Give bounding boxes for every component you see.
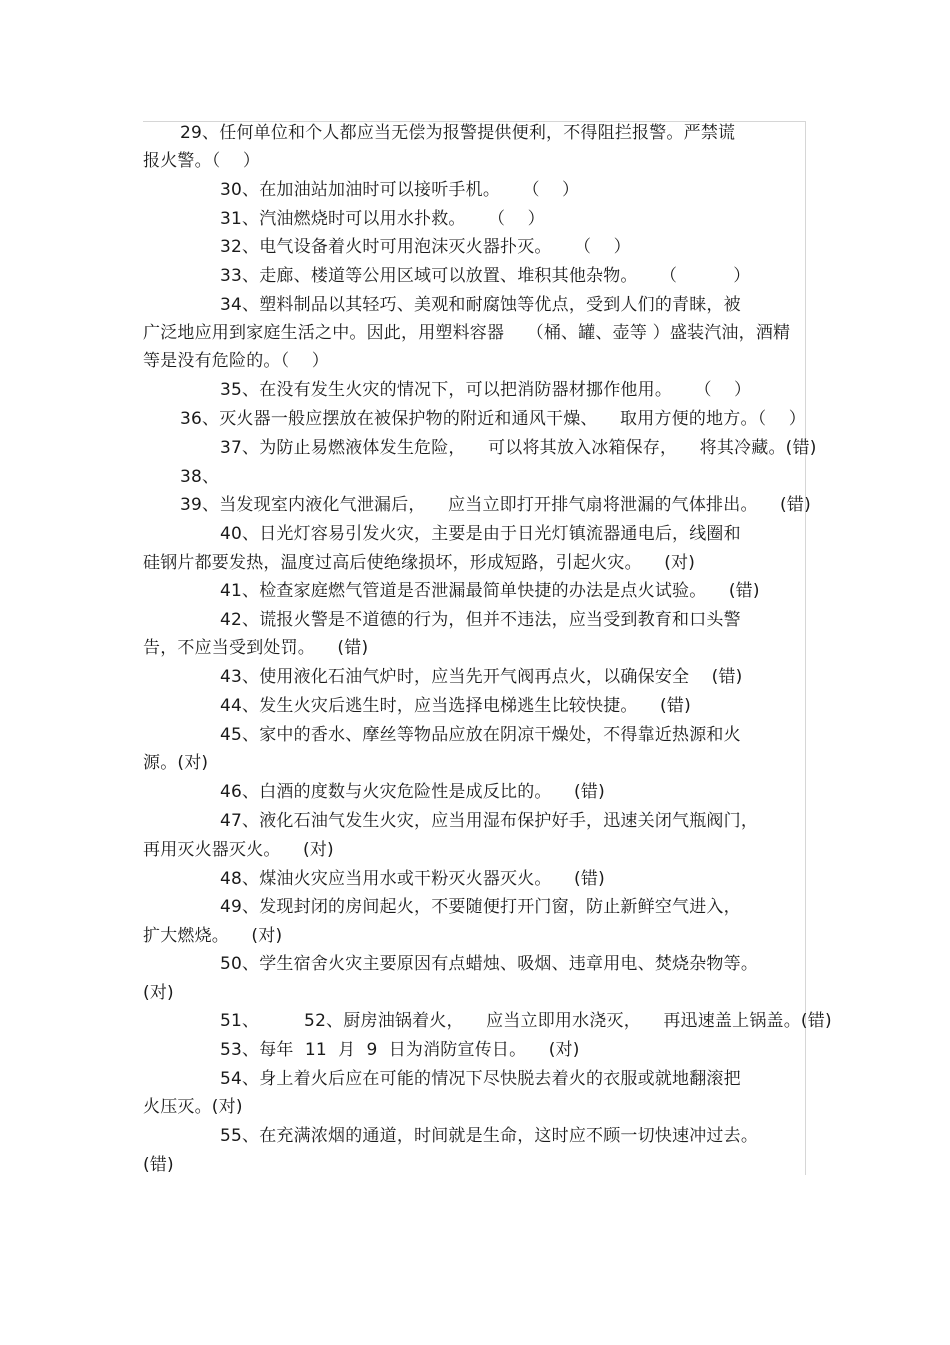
question-42-cont: 告，不应当受到处罚。 (错): [143, 638, 369, 658]
question-49: 49、发现封闭的房间起火，不要随便打开门窗，防止新鲜空气进入，: [220, 897, 741, 917]
question-36: 36、灭火器一般应摆放在被保护物的附近和通风干燥、 取用方便的地方。（ ）: [180, 409, 806, 429]
question-50: 50、学生宿舍火灾主要原因有点蜡烛、吸烟、违章用电、焚烧杂物等。: [220, 954, 759, 974]
question-47: 47、液化石油气发生火灾，应当用湿布保护好手，迅速关闭气瓶阀门，: [220, 811, 759, 831]
question-54-cont: 火压灭。(对): [143, 1097, 243, 1117]
question-45: 45、家中的香水、摩丝等物品应放在阴凉干燥处，不得靠近热源和火: [220, 725, 741, 745]
question-32: 32、电气设备着火时可用泡沫灭火器扑灭。 （ ）: [220, 237, 631, 257]
question-34-cont2: 等是没有危险的。（ ）: [143, 351, 329, 371]
question-45-cont: 源。(对): [143, 753, 209, 773]
question-34: 34、塑料制品以其轻巧、美观和耐腐蚀等优点，受到人们的青睐，被: [220, 295, 741, 315]
question-31: 31、汽油燃烧时可以用水扑救。 （ ）: [220, 209, 545, 229]
question-43: 43、使用液化石油气炉时，应当先开气阀再点火，以确保安全 (错): [220, 667, 743, 687]
question-44: 44、发生火灾后逃生时，应当选择电梯逃生比较快捷。 (错): [220, 696, 691, 716]
question-55-cont: (错): [143, 1155, 174, 1175]
question-38: 38、: [180, 467, 220, 487]
question-29: 29、任何单位和个人都应当无偿为报警提供便利，不得阻拦报警。严禁谎: [180, 123, 736, 143]
question-34-cont1: 广泛地应用到家庭生活之中。因此，用塑料容器 （桶、罐、壶等 ）盛装汽油，酒精: [143, 323, 791, 343]
question-40: 40、日光灯容易引发火灾，主要是由于日光灯镇流器通电后，线圈和: [220, 524, 741, 544]
question-55: 55、在充满浓烟的通道，时间就是生命，这时应不顾一切快速冲过去。: [220, 1126, 759, 1146]
question-48: 48、煤油火灾应当用水或干粉灭火器灭火。 (错): [220, 869, 605, 889]
question-50-cont: (对): [143, 983, 174, 1003]
question-39: 39、当发现室内液化气泄漏后， 应当立即打开排气扇将泄漏的气体排出。 (错): [180, 495, 811, 515]
question-35: 35、在没有发生火灾的情况下，可以把消防器材挪作他用。 （ ）: [220, 380, 752, 400]
question-49-cont: 扩大燃烧。 (对): [143, 926, 283, 946]
question-33: 33、走廊、楼道等公用区域可以放置、堆积其他杂物。 （ ）: [220, 266, 751, 286]
question-53: 53、每年 11 月 9 日为消防宣传日。 (对): [220, 1040, 580, 1060]
question-37: 37、为防止易燃液体发生危险， 可以将其放入冰箱保存， 将其冷藏。(错): [220, 438, 817, 458]
question-46: 46、白酒的度数与火灾危险性是成反比的。 (错): [220, 782, 605, 802]
question-42: 42、谎报火警是不道德的行为，但并不违法，应当受到教育和口头警: [220, 610, 741, 630]
question-30: 30、在加油站加油时可以接听手机。 （ ）: [220, 180, 580, 200]
question-41: 41、检查家庭燃气管道是否泄漏最简单快捷的办法是点火试验。 (错): [220, 581, 760, 601]
question-47-cont: 再用灭火器灭火。 (对): [143, 840, 334, 860]
question-54: 54、身上着火后应在可能的情况下尽快脱去着火的衣服或就地翻滚把: [220, 1069, 741, 1089]
question-40-cont: 硅钢片都要发热，温度过高后使绝缘损坏，形成短路，引起火灾。 (对): [143, 553, 696, 573]
question-29-cont: 报火警。（ ）: [143, 151, 261, 171]
question-51-52: 51、 52、厨房油锅着火， 应当立即用水浇灭， 再迅速盖上锅盖。(错): [220, 1011, 832, 1031]
